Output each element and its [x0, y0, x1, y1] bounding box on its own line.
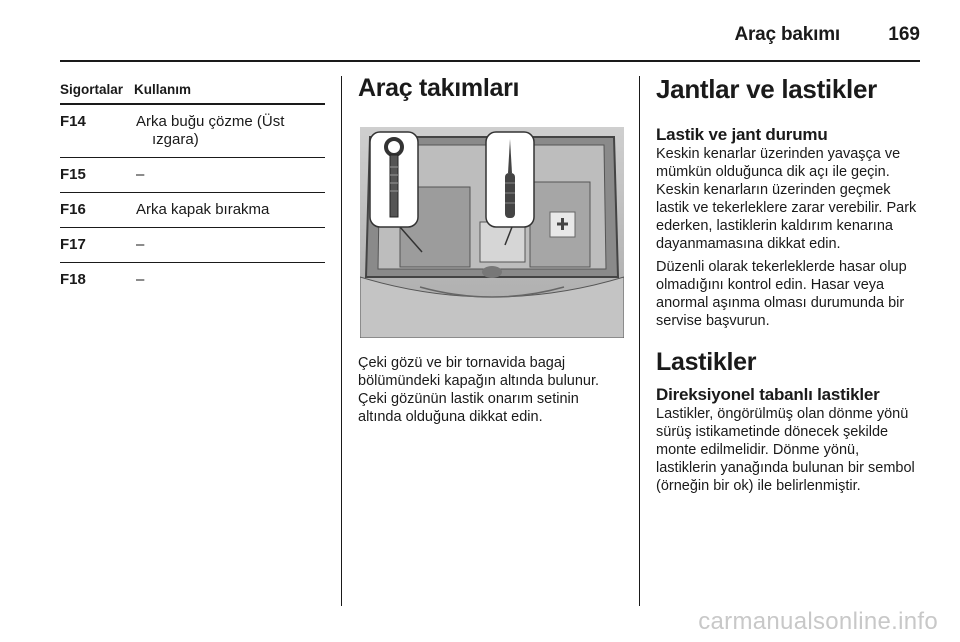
fuse-usage: Arka buğu çözme (Üst ızgara) — [136, 113, 285, 148]
tyres-heading: Lastikler — [656, 348, 757, 376]
table-row — [60, 105, 325, 158]
wheels-tyres-heading: Jantlar ve lastikler — [656, 74, 877, 104]
tyre-condition-heading: Lastik ve jant durumu — [656, 125, 828, 144]
column-divider-right — [639, 76, 640, 606]
vehicle-tools-section — [358, 74, 626, 425]
fuse-id: F15 — [60, 166, 86, 183]
directional-tyres-paragraph: Lastikler, öngörülmüş olan dönme yönü sürüş istikametinde dönecek şekilde monte edilmelidir. Dönme yönü, lastiklerin yanağında bulunan bir sembol (örneğin bir ok) ile belirlenmiştir. — [656, 406, 915, 494]
vehicle-tools-caption: Çeki gözü ve bir tornavida bagaj bölümündeki kapağın altında bulunur. Çeki gözünün lastik onarım setinin altında olduğuna dikkat edin. — [358, 355, 600, 425]
tyre-condition-paragraph-2: Düzenli olarak tekerleklerde hasar olup olmadığını kontrol edin. Hasar veya anormal aşınma olması durumunda bir servise başvurun. — [656, 259, 907, 329]
directional-tyres-heading: Direksiyonel tabanlı lastikler — [656, 385, 880, 404]
fuse-id: F14 — [60, 113, 86, 130]
wheels-tyres-section — [656, 74, 920, 495]
fuse-usage: – — [136, 236, 145, 253]
fuse-usage: – — [136, 271, 145, 288]
fuse-usage: Arka kapak bırakma — [136, 201, 270, 218]
fuse-id: F18 — [60, 271, 86, 288]
usage-column-header: Kullanım — [134, 82, 192, 97]
column-divider-left — [341, 76, 342, 606]
table-row — [60, 263, 325, 297]
fuse-column-header: Sigortalar — [60, 82, 124, 97]
fuse-id: F16 — [60, 201, 86, 218]
trunk-tools-photo — [360, 127, 624, 338]
fuse-table — [60, 82, 325, 297]
vehicle-tools-heading: Araç takımları — [358, 74, 520, 102]
table-row — [60, 158, 325, 193]
table-row — [60, 228, 325, 263]
watermark: carmanualsonline.info — [698, 608, 938, 635]
fuse-id: F17 — [60, 236, 86, 253]
header-rule — [60, 60, 920, 62]
table-row — [60, 193, 325, 228]
page-number: 169 — [888, 24, 920, 45]
page-header-title: Araç bakımı — [734, 24, 840, 45]
fuse-usage: – — [136, 166, 145, 183]
fuse-table-header — [60, 82, 325, 105]
tyre-condition-paragraph-1: Keskin kenarlar üzerinden yavaşça ve mümkün olduğunca dik açı ile geçin. Keskin kenarların üzerinden geçmek lastik ve tekerleklere zarar verebilir. Park ederken, lastiklerin kaldırım kenarına dayanmamasına dikkat edin. — [656, 146, 917, 252]
